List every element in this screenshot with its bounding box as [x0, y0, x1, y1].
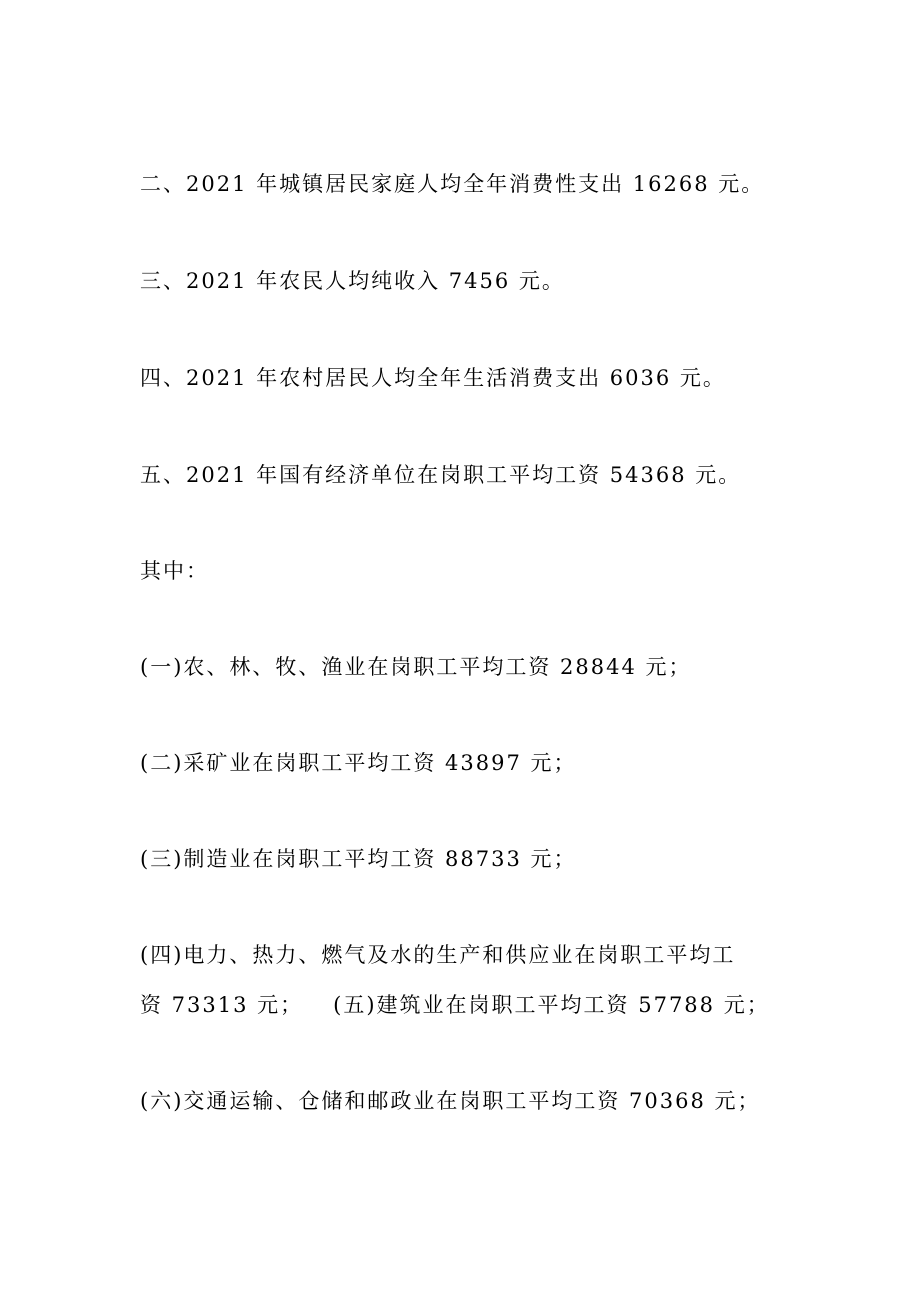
paragraph-rural-income: 三、2021 年农民人均纯收入 7456 元。 [140, 269, 565, 293]
item-utilities-wage-line1: (四)电力、热力、燃气及水的生产和供应业在岗职工平均工 [140, 943, 736, 967]
item-utilities-wage-line2: 资 73313 元； [140, 993, 304, 1017]
item-agriculture-wage: (一)农、林、牧、渔业在岗职工平均工资 28844 元； [140, 655, 692, 679]
item-construction-wage: (五)建筑业在岗职工平均工资 57788 元； [333, 993, 770, 1017]
paragraph-among-them: 其中： [140, 559, 209, 583]
item-utilities-construction-line [140, 984, 800, 1026]
item-transport-wage: (六)交通运输、仓储和邮政业在岗职工平均工资 70368 元； [140, 1089, 761, 1113]
paragraph-rural-consumption: 四、2021 年农村居民人均全年生活消费支出 6036 元。 [140, 366, 726, 390]
paragraph-state-wage: 五、2021 年国有经济单位在岗职工平均工资 54368 元。 [140, 463, 742, 487]
item-manufacturing-wage: (三)制造业在岗职工平均工资 88733 元； [140, 847, 577, 871]
item-mining-wage: (二)采矿业在岗职工平均工资 43897 元； [140, 751, 577, 775]
paragraph-urban-consumption: 二、2021 年城镇居民家庭人均全年消费性支出 16268 元。 [140, 172, 765, 196]
